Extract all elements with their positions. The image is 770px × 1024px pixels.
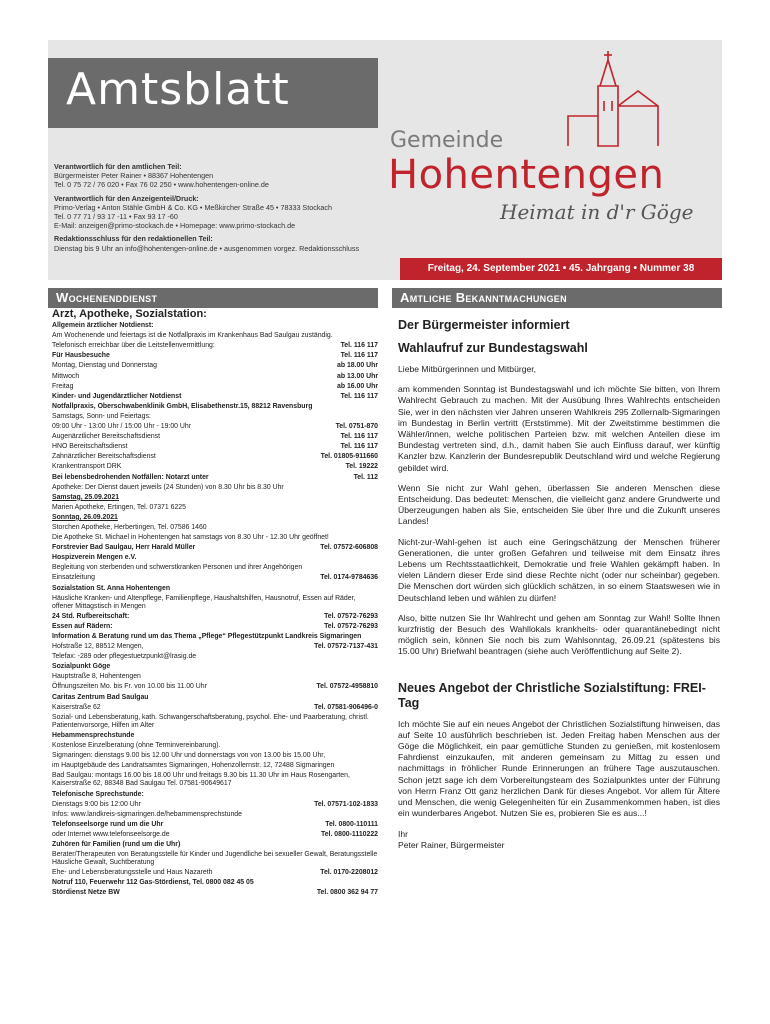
title-box bbox=[48, 58, 378, 128]
service-text: Bad Saulgau: montags 16.00 bis 18.00 Uhr und freitags 9.30 bis 11.30 Uhr im Haus Rosengarten, Kaiserstraße 62, 88348 Bad Saulgau Tel. 07581-90649617 bbox=[52, 772, 350, 788]
service-text: Dienstags 9:00 bis 12:00 Uhr bbox=[52, 800, 141, 808]
service-entry bbox=[52, 613, 378, 621]
service-entry bbox=[52, 704, 378, 712]
service-text: 24 Std. Rufbereitschaft: bbox=[52, 612, 130, 620]
service-entry bbox=[52, 791, 378, 799]
service-entry bbox=[52, 585, 378, 593]
service-text: Ehe- und Lebensberatungsstelle und Haus Nazareth bbox=[52, 869, 213, 877]
service-entry bbox=[52, 413, 378, 421]
service-entry bbox=[52, 393, 378, 401]
paragraph: Ich möchte Sie auf ein neues Angebot der Christlichen Sozialstiftung hinweisen, das auf Seite 10 ausführlich beschrieben ist. Jeden Freitag haben Menschen aus der Göge die Möglichkeit, ein paar gemütliche Stunden zu genießen, mit kostenlosem Fahrdienst einzukaufen, mit anderen gemeinsam zu Mittag zu essen und nachmittags in fröhlicher Runde Erinnerungen an frühere Tage auszutauschen. Schon jetzt sage ich dem Vorbereitungsteam des Sozialpunktes unter der Führung von Herrn Franz Ott ganz herzlichen Dank für dieses Angebot. Vor allem für Ältere und Menschen, die wenig Gelegenheiten für ein Zusammenkommen haben, ist dies ein wunderbares Angebot. Nutzen Sie es, probieren Sie es aus...! bbox=[398, 718, 720, 819]
service-entry bbox=[52, 474, 378, 482]
service-entry bbox=[52, 484, 378, 492]
service-text: Telefonisch erreichbar über die Leitstellenvermittlung: bbox=[52, 342, 215, 350]
service-phone: Tel. 19222 bbox=[345, 463, 378, 471]
service-phone: Tel. 116 117 bbox=[340, 433, 378, 441]
section-header-wochenenddienst: Wochenenddienst bbox=[48, 288, 378, 308]
service-text: Kostenlose Einzelberatung (ohne Terminvereinbarung). bbox=[52, 742, 221, 750]
publication-title: Amtsblatt bbox=[66, 64, 290, 115]
service-text: Einsatzleitung bbox=[52, 574, 95, 582]
service-entry bbox=[52, 772, 378, 788]
service-text: Marien Apotheke, Ertingen, Tel. 07371 6225 bbox=[52, 503, 186, 511]
service-entry bbox=[52, 801, 378, 809]
service-text: Kinder- und Jugendärztlicher Notdienst bbox=[52, 392, 182, 400]
service-phone: Tel. 116 117 bbox=[340, 392, 378, 400]
service-text: Berater/Therapeuten von Beratungsstelle für Kinder und Jugendliche bei sexueller Gewalt, Beratungsstelle Häusliche Gewalt, Suchtberatung bbox=[52, 851, 378, 867]
service-text: Telefonische Sprechstunde: bbox=[52, 790, 144, 798]
service-entry bbox=[52, 732, 378, 740]
service-text: Forstrevier Bad Saulgau, Herr Harald Müller bbox=[52, 544, 196, 552]
service-text: 09:00 Uhr - 13:00 Uhr / 15:00 Uhr - 19:00 Uhr bbox=[52, 423, 192, 431]
service-entry bbox=[52, 504, 378, 512]
service-phone: ab 16.00 Uhr bbox=[337, 382, 378, 390]
service-entry bbox=[52, 564, 378, 572]
service-text: Hebammensprechstunde bbox=[52, 731, 135, 739]
service-entry bbox=[52, 494, 378, 502]
service-text: Hospizverein Mengen e.V. bbox=[52, 554, 137, 562]
service-entry bbox=[52, 841, 378, 849]
article-body-frei-tag bbox=[398, 719, 720, 851]
service-entry bbox=[52, 595, 378, 611]
service-entry bbox=[52, 322, 378, 330]
service-entry bbox=[52, 889, 378, 897]
paragraph: Ihr bbox=[398, 828, 409, 839]
service-text: Öffnungszeiten Mo. bis Fr. von 10.00 bis 11.00 Uhr bbox=[52, 683, 207, 691]
service-phone: Tel. 0800 362 94 77 bbox=[316, 889, 378, 897]
service-phone: Tel. 07572-7137-431 bbox=[314, 643, 378, 651]
service-entry bbox=[52, 352, 378, 360]
municipality-name: Hohentengen bbox=[388, 152, 665, 198]
article-subtitle-wahlaufruf: Wahlaufruf zur Bundestagswahl bbox=[398, 341, 588, 355]
church-logo-icon bbox=[548, 46, 668, 156]
service-phone: Tel. 07571-102-1833 bbox=[314, 800, 378, 808]
imprint-line: Primo-Verlag • Anton Stähle GmbH & Co. KG • Meßkircher Straße 45 • 78333 Stockach bbox=[54, 202, 332, 212]
service-text: Hauptstraße 8, Hohentengen bbox=[52, 673, 141, 681]
service-entry bbox=[52, 714, 378, 730]
service-text: Infos: www.landkreis-sigmaringen.de/hebammensprechstunde bbox=[52, 810, 242, 818]
service-text: Hofstraße 12, 88512 Mengen, bbox=[52, 643, 144, 651]
service-text: Apotheke: Der Dienst dauert jeweils (24 Stunden) von 8.30 Uhr bis 8.30 Uhr bbox=[52, 483, 284, 491]
service-entry bbox=[52, 433, 378, 441]
service-entry bbox=[52, 821, 378, 829]
service-entry bbox=[52, 673, 378, 681]
service-phone: Tel. 116 117 bbox=[340, 342, 378, 350]
service-text: Begleitung von sterbenden und schwerstkranken Personen und ihrer Angehörigen bbox=[52, 564, 303, 572]
service-entry bbox=[52, 534, 378, 542]
imprint-heading: Verantwortlich für den Anzeigenteil/Druck: bbox=[54, 193, 199, 203]
service-text: Storchen Apotheke, Herbertingen, Tel. 07586 1460 bbox=[52, 523, 207, 531]
service-text: Montag, Dienstag und Donnerstag bbox=[52, 362, 157, 370]
service-text: Sozialstation St. Anna Hohentengen bbox=[52, 584, 171, 592]
paragraph: Liebe Mitbürgerinnen und Mitbürger, bbox=[398, 364, 537, 374]
service-entry bbox=[52, 403, 378, 411]
service-phone: Tel. 0751-870 bbox=[335, 423, 378, 431]
service-phone: Tel. 07572-606808 bbox=[320, 544, 378, 552]
service-entry bbox=[52, 514, 378, 522]
service-text: Häusliche Kranken- und Altenpflege, Familienpflege, Haushaltshilfen, Hausnotruf, Essen auf Räder, offener Mittagstisch in Mengen bbox=[52, 594, 356, 610]
imprint-heading: Redaktionsschluss für den redaktionellen Teil: bbox=[54, 234, 213, 244]
imprint-line: Dienstag bis 9 Uhr an info@hohentengen-online.de • ausgenommen vorgez. Redaktionsschluss bbox=[54, 243, 360, 253]
service-entry bbox=[52, 544, 378, 552]
service-text: Krankentransport DRK bbox=[52, 463, 122, 471]
service-entry bbox=[52, 879, 378, 887]
service-text: Am Wochenende und feiertags ist die Notfallpraxis im Krankenhaus Bad Saulgau zuständig. bbox=[52, 332, 333, 340]
service-entry bbox=[52, 851, 378, 867]
service-text: Zuhören für Familien (rund um die Uhr) bbox=[52, 840, 181, 848]
service-entry bbox=[52, 554, 378, 562]
imprint-heading: Verantwortlich für den amtlichen Teil: bbox=[54, 162, 182, 171]
paragraph: Also, bitte nutzen Sie Ihr Wahlrecht und gehen am Sonntag zur Wahl! Sollte Ihnen kurzfristig der Besuch des Wahllokals krankheits- oder quarantänebedingt nicht möglich sein, können Sie noch bis zum Wahlsonntag, 26.09.21 (spätestens bis 15.00 Uhr) Briefwahl beantragen (siehe auch Veröffentlichung auf Seite 2). bbox=[398, 612, 720, 657]
service-entry bbox=[52, 524, 378, 532]
service-entry bbox=[52, 633, 378, 641]
service-entry bbox=[52, 831, 378, 839]
service-entry bbox=[52, 683, 378, 691]
paragraph: am kommenden Sonntag ist Bundestagswahl und ich möchte Sie bitten, von Ihrem Wahlrecht Gebrauch zu machen. Mit der Ausübung Ihres Wahlrechts entscheiden Sie, wer in den nächsten vier Jahren unseren Wahlkreis 295 Zollernalb-Sigmaringen im Bundestag in Berlin vertritt (Erststimme). Mit der Zweitstimme bestimmen die Wähler/innen, welche politischen Parteien bzw. mit welchen Anteilen diese im Bundestag vertreten sind, d.h., damit haben Sie auch Einfluss darauf, wer künftig Kanzler bzw. Kanzlerin der Bundesrepublik Deutschland wird und welche Regierung gebildet wird. bbox=[398, 384, 720, 473]
paragraph: Peter Rainer, Bürgermeister bbox=[398, 839, 505, 850]
paragraph: Nicht-zur-Wahl-gehen ist auch eine Geringschätzung der Menschen früherer Generationen, die unter großen Gefahren und teilweise mit dem Einsatz ihres Lebens um Rechtsstaatlichkeit, Demokratie und freie Wahlen gekämpft haben. In vielen Ländern dieser Erde sind diese Rechte nicht (oder nur scheinbar) gegeben. Die Menschen dort würden sich glücklich schätzen, in so einem Staatswesen wie in Deutschland leben und wählen zu dürfen! bbox=[398, 536, 720, 603]
imprint-line: Tel. 0 75 72 / 76 020 • Fax 76 02 250 • www.hohentengen-online.de bbox=[54, 180, 269, 190]
service-entry bbox=[52, 742, 378, 750]
service-text: Die Apotheke St. Michael in Hohentengen hat samstags von 8.30 Uhr - 12.30 Uhr geöffnet! bbox=[52, 534, 329, 542]
service-phone: Tel. 116 117 bbox=[340, 443, 378, 451]
service-text: Information & Beratung rund um das Thema „Pflege“ Pflegestützpunkt Landkreis Sigmaringen bbox=[52, 633, 362, 640]
service-entry bbox=[52, 383, 378, 391]
section-header-bekanntmachungen: Amtliche Bekanntmachungen bbox=[392, 288, 722, 308]
service-text: HNO Bereitschaftsdienst bbox=[52, 443, 128, 451]
service-text: Mittwoch bbox=[52, 372, 80, 380]
service-text: Freitag bbox=[52, 382, 74, 390]
emergency-services-column bbox=[48, 310, 378, 900]
service-phone: ab 13.00 Uhr bbox=[337, 372, 378, 380]
service-phone: Tel. 07572-76293 bbox=[324, 612, 378, 620]
gemeinde-label: Gemeinde bbox=[390, 128, 504, 153]
service-text: Notfallpraxis, Oberschwabenklinik GmbH, Elisabethenstr.15, 88212 Ravensburg bbox=[52, 402, 313, 410]
service-text: oder Internet www.telefonseelsorge.de bbox=[52, 830, 170, 838]
service-entry bbox=[52, 342, 378, 350]
service-text: Sozial- und Lebensberatung, kath. Schwangerschaftsberatung, psychol. Ehe- und Paarberatung, christl. Patientenvorsorge, Hilfen im Alter bbox=[52, 713, 369, 729]
service-text: Notruf 110, Feuerwehr 112 Gas-Stördienst, Tel. 0800 082 45 05 bbox=[52, 879, 254, 887]
article-title-frei-tag: Neues Angebot der Christliche Sozialstiftung: FREI-Tag bbox=[398, 680, 706, 710]
service-entry bbox=[52, 752, 378, 760]
service-text: Caritas Zentrum Bad Saulgau bbox=[52, 693, 149, 701]
services-heading: Arzt, Apotheke, Sozialstation: bbox=[52, 308, 207, 320]
service-phone: Tel. 01805-911660 bbox=[320, 453, 378, 461]
service-text: Samstags, Sonn- und Feiertags: bbox=[52, 412, 151, 420]
services-list bbox=[48, 322, 378, 897]
imprint-line: Bürgermeister Peter Rainer • 88367 Hohentengen bbox=[54, 171, 214, 181]
service-text: Telefonseelsorge rund um die Uhr bbox=[52, 820, 164, 828]
service-phone: Tel. 116 117 bbox=[340, 352, 378, 360]
service-text: Allgemein ärztlicher Notdienst: bbox=[52, 322, 154, 330]
article-title-buergermeister: Der Bürgermeister informiert bbox=[398, 318, 570, 332]
service-entry bbox=[52, 453, 378, 461]
announcements-column bbox=[398, 318, 720, 851]
imprint-line: Tel. 0 77 71 / 93 17 -11 • Fax 93 17 -60 bbox=[54, 212, 178, 222]
service-entry bbox=[52, 623, 378, 631]
service-entry bbox=[52, 663, 378, 671]
service-text: Sonntag, 26.09.2021 bbox=[52, 513, 118, 521]
service-phone: Tel. 0800-1110222 bbox=[321, 830, 378, 838]
service-entry bbox=[52, 332, 378, 340]
service-text: im Hauptgebäude des Landratsamtes Sigmaringen, Hohenzollernstr. 12, 72488 Sigmaringen bbox=[52, 762, 335, 770]
service-text: Bei lebensbedrohenden Notfällen: Notarzt unter bbox=[52, 473, 209, 481]
service-entry bbox=[52, 762, 378, 770]
masthead bbox=[48, 40, 722, 280]
service-text: Samstag, 25.09.2021 bbox=[52, 493, 120, 501]
service-entry bbox=[52, 694, 378, 702]
service-phone: Tel. 0800-110111 bbox=[325, 820, 378, 828]
service-entry bbox=[52, 443, 378, 451]
service-entry bbox=[52, 811, 378, 819]
tagline: Heimat in d'r Göge bbox=[500, 200, 694, 224]
service-entry bbox=[52, 643, 378, 651]
service-phone: Tel. 112 bbox=[353, 473, 378, 481]
service-text: Augenärztlicher Bereitschaftsdienst bbox=[52, 433, 161, 441]
service-phone: Tel. 0170-2208012 bbox=[320, 869, 378, 877]
service-phone: Tel. 07581-906496-0 bbox=[314, 703, 378, 711]
service-phone: ab 18.00 Uhr bbox=[337, 362, 378, 370]
service-text: Telefax: -289 oder pflegestuetzpunkt@lrasig.de bbox=[52, 653, 197, 661]
dateline: Freitag, 24. September 2021 • 45. Jahrgang • Nummer 38 bbox=[400, 258, 722, 280]
service-entry bbox=[52, 373, 378, 381]
service-phone: Tel. 07572-76293 bbox=[324, 622, 378, 630]
service-text: Kaiserstraße 62 bbox=[52, 703, 101, 711]
imprint-line: E-Mail: anzeigen@primo-stockach.de • Homepage: www.primo-stockach.de bbox=[54, 221, 296, 231]
service-entry bbox=[52, 423, 378, 431]
service-entry bbox=[52, 869, 378, 877]
paragraph: Wenn Sie nicht zur Wahl gehen, überlassen Sie anderen Menschen diese Entscheidung. Das bedeutet: Menschen, die vielleicht ganz andere Grundwerte und Überzeugungen haben als Sie, entscheiden Sie über Ihre und die Zukunft unseres Landes! bbox=[398, 482, 720, 527]
service-text: Stördienst Netze BW bbox=[52, 889, 120, 897]
service-phone: Tel. 0174-9784636 bbox=[320, 574, 378, 582]
service-entry bbox=[52, 574, 378, 582]
service-entry bbox=[52, 362, 378, 370]
imprint bbox=[54, 158, 384, 253]
article-body-wahlaufruf bbox=[398, 364, 720, 658]
service-text: Zahnärztlicher Bereitschaftsdienst bbox=[52, 453, 156, 461]
service-text: Essen auf Rädern: bbox=[52, 622, 113, 630]
newspaper-page bbox=[48, 40, 722, 1010]
service-text: Für Hausbesuche bbox=[52, 352, 110, 360]
service-phone: Tel. 07572-4958810 bbox=[316, 683, 378, 691]
service-entry bbox=[52, 463, 378, 471]
service-text: Sozialpunkt Göge bbox=[52, 663, 111, 671]
service-text: Sigmaringen: dienstags 9.00 bis 12.00 Uhr und donnerstags von von 13.00 bis 15.00 Uhr, bbox=[52, 752, 326, 760]
service-entry bbox=[52, 653, 378, 661]
